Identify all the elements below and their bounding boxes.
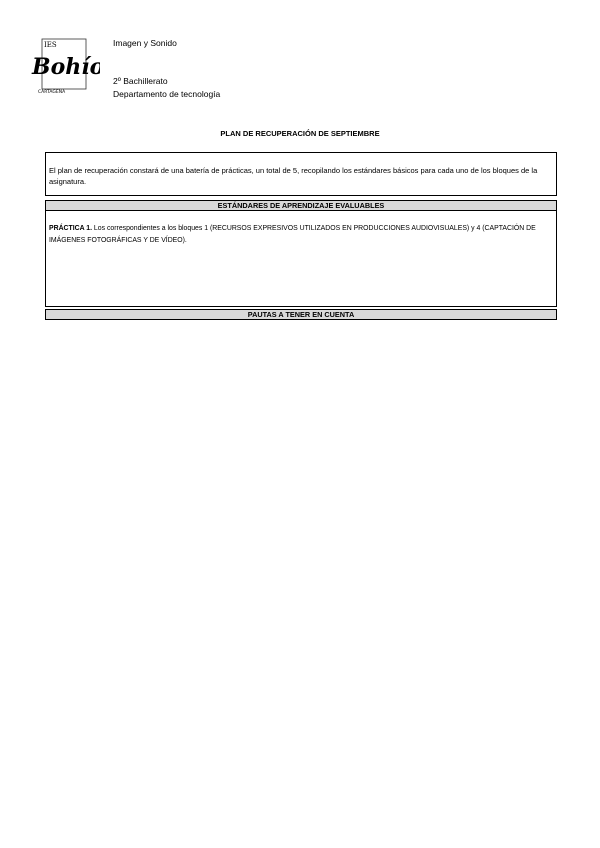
intro-box [45, 152, 557, 196]
pautas-heading: PAUTAS A TENER EN CUENTA [45, 309, 557, 320]
svg-text:CARTAGENA: CARTAGENA [38, 90, 66, 95]
intro-text: El plan de recuperación constará de una batería de prácticas, un total de 5, recopilando los estándares básicos para cada uno de los bloques de la asignatura. [49, 166, 538, 186]
subject-name: Imagen y Sonido [113, 38, 177, 48]
standards-heading: ESTÁNDARES DE APRENDIZAJE EVALUABLES [45, 200, 557, 211]
course-name: 2º Bachillerato [113, 76, 168, 86]
svg-text:IES: IES [44, 41, 57, 49]
svg-text:Bohío: Bohío [32, 54, 100, 80]
standard-item: PRÁCTICA 1. Los correspondientes a los bloques 1 (RECURSOS EXPRESIVOS UTILIZADOS EN PRODUCCIONES AUDIOVISUALES) y 4 (CAPTACIÓN DE IMÁGENES FOTOGRÁFICAS Y DE VÍDEO). [49, 225, 536, 244]
standards-box [45, 210, 557, 307]
document-title: PLAN DE RECUPERACIÓN DE SEPTIEMBRE [220, 129, 380, 138]
school-logo [30, 36, 100, 98]
department-name: Departamento de tecnología [113, 89, 221, 99]
